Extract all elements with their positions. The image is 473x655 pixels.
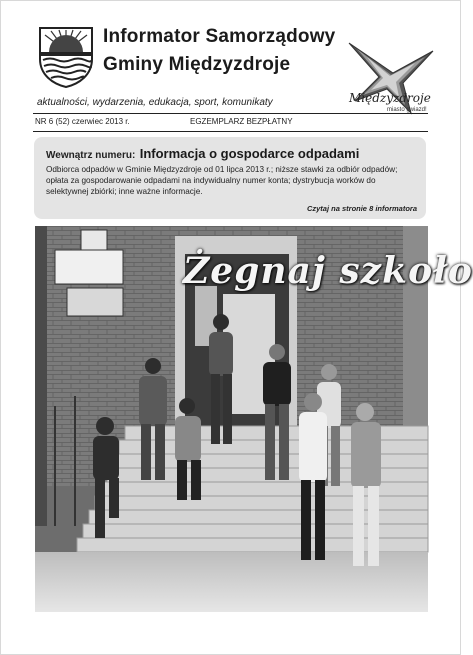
cover-photo-caption: Żegnaj szkoło (183, 250, 473, 292)
coat-of-arms-icon (37, 25, 95, 89)
inside-issue-headline: Informacja o gospodarce odpadami (139, 146, 360, 161)
masthead-title-line-2: Gminy Międzyzdroje (103, 54, 291, 75)
inside-issue-heading (46, 145, 359, 163)
masthead-divider-top (33, 113, 428, 114)
logo-slogan: miasto gwiazd! (387, 107, 427, 113)
logo-wordmark: Międzyzdroje (349, 91, 431, 105)
inside-issue-page-reference: Czytaj na stronie 8 informatora (306, 204, 417, 213)
inside-issue-box (34, 137, 426, 219)
masthead-tagline: aktualności, wydarzenia, edukacja, sport, komunikaty (37, 97, 273, 108)
cover-photo (35, 226, 473, 612)
inside-issue-summary: Odbiorca odpadów w Gminie Międzyzdroje od 01 lipca 2013 r.; niższe stawki za odbiór odpadów; opłata za gospodarowanie odpadami na indywidualny numer konta; dystrybucja worków do selektywnej zbiórki; inne ważne informacje. (46, 165, 398, 196)
inside-issue-label: Wewnątrz numeru: (46, 150, 136, 161)
free-copy-note: EGZEMPLARZ BEZPŁATNY (190, 117, 293, 126)
issue-number: NR 6 (52) czerwiec 2013 r. (35, 117, 130, 126)
masthead-divider-bottom (33, 131, 428, 132)
masthead-title-line-1: Informator Samorządowy (103, 26, 336, 47)
